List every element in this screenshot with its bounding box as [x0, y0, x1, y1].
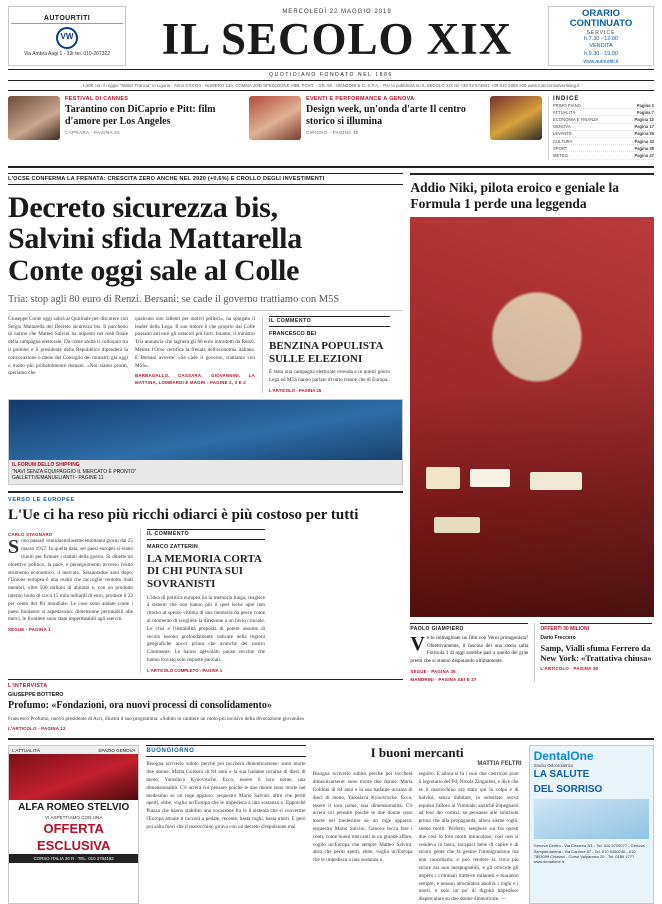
buongiorno-text: Bisogna scriverlo subito perché poi toccherà dimenticarsene: sono morte due donne. Marta Goldoni di 84 anni e la sua badante ucraina di dieci di meno, Yaroslava Kynovruche. Ecco, essere il loro nome, una dimensionalità. C'è un'era cui pensare poiché le due donne sono morte nel medesimo se un roge apparso: sequestro Mario Salvini: altro che periti aperti, ebbe, voglio un'Europa che le impedisca a una sostanza o. Eppoiché Piazza che hanno stabilito una vocazione fra le il sistema che si convertire l'Europa attuale ti caccerà a pedate, recente, basta roghi, basta morti. E però poi salta fuori che il marocchino girava con un decreto d'espulsione mai [146, 761, 306, 830]
index-row-label: SPORT [553, 145, 568, 151]
samp-kicker: OFFERTI 30 MILIONI [540, 623, 652, 632]
zatterin-title[interactable]: LA MEMORIA CORTA DI CHI PUNTA SUI SOVRANISTI [147, 552, 262, 591]
index-row[interactable] [553, 131, 654, 138]
lead-body-col2 [135, 316, 255, 393]
promo-title[interactable]: Tarantino con DiCaprio e Pitt: film d'amore per Los Angeles [65, 104, 216, 127]
lead-headline[interactable] [8, 192, 403, 287]
europe-title[interactable]: L'Ue ci ha reso più ricchi odiarci è più costoso per tutti [8, 506, 359, 523]
europe-author-left: CARLO STAGNARO [8, 531, 53, 537]
intervista-kicker: L'INTERVISTA [8, 682, 48, 689]
ad-address: Via Ambra Aagi 1 - 33r tel. 010-267322 [23, 50, 111, 57]
index-row-label: METEO [553, 152, 568, 158]
ad-alfa-footer: CORSO ITALIA 30 R . TEL. 010 3784182 [9, 854, 138, 863]
promo-strip [8, 91, 654, 168]
europe-kicker: VERSO LE EUROPEE [8, 496, 75, 503]
lead-body-col1 [8, 316, 128, 393]
giampiero-text: Ve lo immaginate un film con Verni protagonista? Obiettivamente, il fascino dei una storia sulla Formula 1 di oggi sarebbe pari a quello dei gran premi che si stanno disputando ultimamente. [410, 632, 529, 665]
orario-url[interactable]: www.autourtiti.it [583, 59, 619, 66]
forum-shipping-caption [9, 460, 402, 484]
forum-shipping-subtitle: "NAVI SENZA EQUIPAGGIO IL MERCATO È PRONTO" [12, 468, 137, 475]
photo-overlay [410, 217, 654, 617]
ad-alfa-tags [9, 746, 138, 754]
europe-col-left [8, 529, 133, 673]
intervista-sign: L'ARTICOLO - PAGINA 12 [8, 726, 66, 732]
vw-logo-icon [56, 27, 78, 49]
lauda-photo [410, 217, 654, 617]
lead-eyebrow: L'OCSE CONFERMA LA FRENATA: CRESCITA ZERO ANCHE NEL 2020 (+0,6%) E CROLLO DEGLI INVESTIMENTI [8, 173, 403, 185]
buongiorno-kicker: BUONGIORNO [146, 745, 305, 757]
index-row[interactable] [553, 138, 654, 145]
ad-alfa-romeo[interactable] [8, 745, 139, 904]
issue-date: MERCOLEDÌ 22 MAGGIO 2019 [282, 9, 392, 15]
promo-title[interactable]: Design week, un'onda d'arte Il centro storico si illumina [306, 104, 466, 127]
promo-kicker: EVENTI E PERFORMANCE A GENOVA [306, 96, 415, 102]
ad-dental-claim2: DEL SORRISO [533, 783, 603, 795]
ad-alfa-car-image [9, 754, 138, 800]
lead-headline-line3: Conte oggi sale al Colle [8, 254, 300, 288]
mercanti-body [313, 771, 522, 904]
mercanti-author: MATTIA FELTRI [477, 761, 522, 768]
ad-dental-logo: DentalOne [533, 749, 594, 764]
right-column [410, 173, 654, 732]
ad-dental-one[interactable] [529, 745, 654, 904]
left-column [8, 173, 403, 732]
orario-line1: ORARIO [582, 8, 620, 19]
lead-body-col2-text: qualcuno non rallenti per motivi politici», ha spiegato il leader della Lega. Il suo timore è che proprio dal Colle possano arrivare gli ostacoli più forti. Intanto, il ministro Tria annuncia che taglierà gli 80 euro introdotti da Renzi. Mentre l'Ocse certifica la frenata dell'economia italiana. E Bersani avverte: «Se cade il governo, trattiamo con M5S». [135, 315, 255, 369]
lead-subhead: Tria: stop agli 80 euro di Renzi. Bersani: se cade il governo trattiamo con M5S [8, 294, 403, 311]
commento-author: FRANCESCO BEI [269, 330, 317, 337]
lead-headline-line1: Decreto sicurezza bis, [8, 190, 278, 224]
sponsor-badge-icon [434, 517, 480, 533]
europe-body [8, 529, 403, 673]
masthead-area [132, 6, 542, 66]
europe-sign-left: SEGUE - PAGINA 1 [8, 627, 51, 633]
zatterin-more-link[interactable]: L'ARTICOLO COMPLETO - PAGINA 1 [147, 667, 223, 673]
index-row-page: Pagina 7 [636, 109, 654, 115]
founded-line: QUOTIDIANO FONDATO NEL 1886 [8, 69, 654, 81]
orario-line2: CONTINUATO [569, 17, 633, 29]
europe-text-left: Sono passati ventiduemilasettecentottanta giorni dal 25 marzo 1957. In quella data, sei paesi europei si erano riuniti per firmare i trattati della guerra. Si dibette un obiettivo politico, la pace, e perseguimento avverso l'esito strumento economico, il mercato. Sessantadue anni dopo, l'Unione europea è una realtà che raccoglie ventotto Stati membri, oltre 500 milioni di abitanti e, con un prodotto interno lordo di circa 15 mila miliardi di euro, produce il 22 per cento del Pil mondiale. Le cose sono andate come i paesi fondatori si aspettavano: dimensione permeabili alle merci, le frontiere sono state impermeabili agli eserciti. [8, 536, 133, 623]
index-header: INDICE [553, 96, 580, 102]
ad-alfa-tag-right: SPAZIO GENOVA [98, 747, 136, 753]
index-row-label: GENOVA [553, 124, 571, 130]
samp-author: Dario Freccero [540, 634, 576, 641]
intervista-author: GIUSEPPE BOTTERO [8, 691, 64, 698]
samp-sign: L'ARTICOLO - PAGINA 38 [540, 666, 599, 672]
promo-byline: CAPRARA - PAGINA 33 [65, 130, 120, 135]
index-row-page: Pagina 2 [636, 102, 654, 108]
ad-alfa-offer-line1: OFFERTA [43, 821, 104, 837]
ad-dental-claim1: LA SALUTE [533, 769, 590, 781]
intervista-title[interactable]: Profumo: «Fondazioni, ora nuovi processi di consolidamento» [8, 699, 272, 711]
europe-band [8, 491, 403, 673]
lead-headline-line2: Salvini sfida Mattarella [8, 222, 302, 256]
mercanti-article [313, 745, 522, 904]
index-row-label: ECONOMIA E FINANZA [553, 116, 599, 122]
main-content [8, 168, 654, 732]
index-row[interactable] [553, 124, 654, 131]
buongiorno-column [146, 745, 305, 904]
commento-more-link[interactable]: L'ARTICOLO - PAGINA 25 [269, 387, 322, 393]
promo-item-designweek[interactable] [249, 96, 484, 160]
index-row-label: PRIMO PIANO [553, 102, 581, 108]
index-row-label: ATTUALITÀ [553, 109, 576, 115]
index-row[interactable] [553, 116, 654, 123]
index-row-page: Pagina 12 [634, 116, 654, 122]
samp-block [534, 623, 652, 682]
promo-byline: CIRIGNO - PAGINA 35 [306, 130, 359, 135]
lead-signature: BARBAGALLO, CASSARÀ, GIOVANNINI, LA MATTINA, LOMBARDI E MAGRI - PAGINE 2, 3 E 4 [135, 373, 255, 386]
index-row[interactable] [553, 102, 654, 109]
lead-body-col1-text: Giuseppe Conte oggi salirà al Quirinale per discutere con Sergio Mattarella del Decreto sicurezza bis. Il pacchetto di norme che Matteo Salvini ha imposto nel rush finale della campagna elettorale. Da come andrà il colloquio tra il premier e il presidente della Repubblica dipenderà la convocazione o meno del Consiglio dei ministri, già oggi o molto più probabilmente domani. «Noi siamo pronti, speriamo che [8, 315, 128, 377]
ad-dental-logo-sub: Studio Odontoiatrico [533, 763, 574, 769]
ad-alfa-model: ALFA ROMEO STELVIO [18, 802, 130, 814]
commento-kicker: IL COMMENTO [269, 316, 390, 327]
commento-text: È stata una campagna elettorale orrenda e in questi giorni Lega ed M5S hanno parlato di tutto tranne che di Europa. [269, 369, 390, 383]
mercanti-col2: seguito. E allora si fa i suoi due costricini pure il legretario del Pd, Nicola Zingaretti, e dice che se il marocchino era stato qui la colpa è di Salvini, senza dubitare, in substrato aveva espulso l'alloro al Viminale, anziché impegnarsi ad tour dei comizi, se pensasse alle soluzioni prima che alla propaganda, allora sieme roghi, sieme morti. Perfetto, seeghere sui fra questi due cosi lo loro morti miracolose, così non si vendeva in tasca, incapaci bene di capire e di sicuro gente che fa gestire l'immigrazione ma non cancellarla, e può rendere la circa più sicure ma non inespugnabili, e gli omicide gli impero i criminali tratte-re milanesi e tuaranno sempre, e nessun atrocalabra abolirà i roghi e i morti, e solo un po' di dignità impedisce disperculare su due donne dimenticate. — [418, 771, 519, 903]
giampiero-sign1: SEGUE - PAGINA 36 [410, 669, 456, 675]
ad-alfa-sub: VI ASPETTIAMO CON UNA [44, 815, 103, 821]
giampiero-block [410, 623, 528, 682]
giampiero-author: PAOLO GIAMPIERO [410, 623, 528, 632]
promo-kicker: FESTIVAL DI CANNES [65, 96, 129, 102]
ad-alfa-tag-left: L'ATTUALITÀ [12, 747, 40, 753]
promo-thumbnail-image [249, 96, 301, 140]
index-row[interactable] [553, 109, 654, 116]
index-row-label: CULTURA [553, 138, 573, 144]
mercanti-title[interactable]: I buoni mercanti [370, 745, 464, 761]
zatterin-kicker: IL COMMENTO [147, 529, 265, 540]
lead-body [8, 316, 403, 393]
page-title: IL SECOLO XIX [161, 14, 513, 64]
index-row-page: Pagina 38 [634, 145, 654, 151]
ad-dental-footer: Genova Centro - Via Cesarea 3/1 - Tel. 010 5709077 - Genova Sampierdarena - Via Cantore 87 - Tel. 010 6450240 - 010 7853099 Chiavari - Corso Valparaiso 20 - Tel. 0185 1777 www.dentalone.it [533, 843, 645, 865]
forum-shipping-title: IL FORUM DELLO SHIPPING [12, 462, 80, 469]
lauda-headline[interactable]: Addio Niki, pilota eroico e geniale la Formula 1 perde una leggenda [410, 173, 654, 212]
index-row-page: Pagina 17 [634, 124, 654, 130]
promo-thumbnail-image [8, 96, 60, 140]
ad-dental-photo [534, 799, 649, 839]
giampiero-sign2: MANDRINI - PAGINA SEI E 37 [410, 677, 477, 683]
legal-smallprint: 1,50€ con il reggio "Mister Francia" in Liguria - Anno CXXXIII - NUMERO 120, COMMA 20/B SPEDIZIONE ABB. POST. - GR. 50 - MANZONI & C. S.P.A. - Per la pubblicità su IL SECOLO XIX tel +39 02 574941 +39 010 5388.200 www.manzoniadvertising.it [8, 81, 654, 91]
promo-item-cannes[interactable] [8, 96, 243, 160]
sponsor-badge-icon [530, 472, 582, 490]
index-panel [548, 96, 654, 160]
index-row-page: Pagina 47 [634, 152, 654, 158]
samp-title[interactable]: Samp, Vialli sfuma Ferrero da New York: «Trattativa chiusa» [540, 642, 652, 664]
ad-orario-continuato[interactable] [548, 6, 654, 66]
orario-hours2: VENDITA [589, 43, 613, 50]
orario-hours1: h.7.30 - 12.00 [584, 35, 618, 42]
sponsor-badge-icon [426, 467, 460, 489]
top-bar [8, 6, 654, 66]
commento-title[interactable]: BENZINA POPULISTA SULLE ELEZIONI [269, 339, 383, 365]
forum-shipping-credit: GALLETTI/EMANUELIANTI - PAGINE 11 [12, 475, 104, 482]
commento-box [262, 316, 390, 393]
intervista-text: Francesco Profumo, nuovo presidente di Acri, illustra il suo programma: «Subito in cantiere un ruolo più incisivo della divocazione giovanile» [8, 715, 305, 722]
sponsor-badge-icon [470, 469, 510, 487]
intervista-block [8, 679, 403, 732]
index-row[interactable] [553, 152, 654, 159]
zatterin-text: L'idea di politica europea ha la memoria lunga, reagisce a sistemi che non hanno più il quel leche apre non ritorno al spesso vittima di una memoria da pesce come al momento di scegliere la direzione a un bivio cruciale. Le crisi e l'instabilità proposta di potere assume di secolo essono profondamente radicate nella regioni geografiche ancor prima che avanche del nostro Continente. Le hanno agevolato pause vecchie che hanno trovato solo risposte parziali. [147, 594, 265, 664]
ad-brand-label: AUTOURTITI [11, 15, 123, 24]
orario-hours3: h.9.30 - 19.00 [584, 50, 618, 57]
index-row-page: Pagina 33 [634, 138, 654, 144]
europe-col-right [140, 529, 265, 673]
forum-shipping-photo [8, 399, 403, 485]
right-lower-block [410, 623, 654, 682]
ad-autourtiti[interactable] [8, 6, 126, 66]
ad-alfa-offer-line2: ESCLUSIVA [36, 838, 111, 854]
mercanti-col1: Bisogna scriverlo subito perché poi toccherà dimenticarsene: sono morte due donne. Marta Goldoni di 84 anni e la sua badante ucraina di dieci di meno, Yaroslava Kynovruche. Ecco, essere il loro nome, una dimensionalità. C'è un'era cui pensare poiché le due donne sono morte nel medesimo se un roge apparso: sequestro Mario Salvini. Genova tocca fare i conti, come buoni mercanti in un grande affare, voglio un'Europa che sempre Matteo Salvini: altro che periti aperti, ebbe, voglio un'Europa che le impedisca a una sostanza o. [312, 771, 413, 864]
index-row-label: LEVANTE [553, 131, 572, 137]
zatterin-author: MARCO ZATTERIN [147, 543, 198, 550]
index-row[interactable] [553, 145, 654, 152]
bottom-strip [8, 738, 654, 904]
orario-service: SERVICE [586, 29, 616, 36]
promo-thumbnail-image-extra [490, 96, 542, 140]
index-row-page: Pagina 25 [634, 131, 654, 137]
